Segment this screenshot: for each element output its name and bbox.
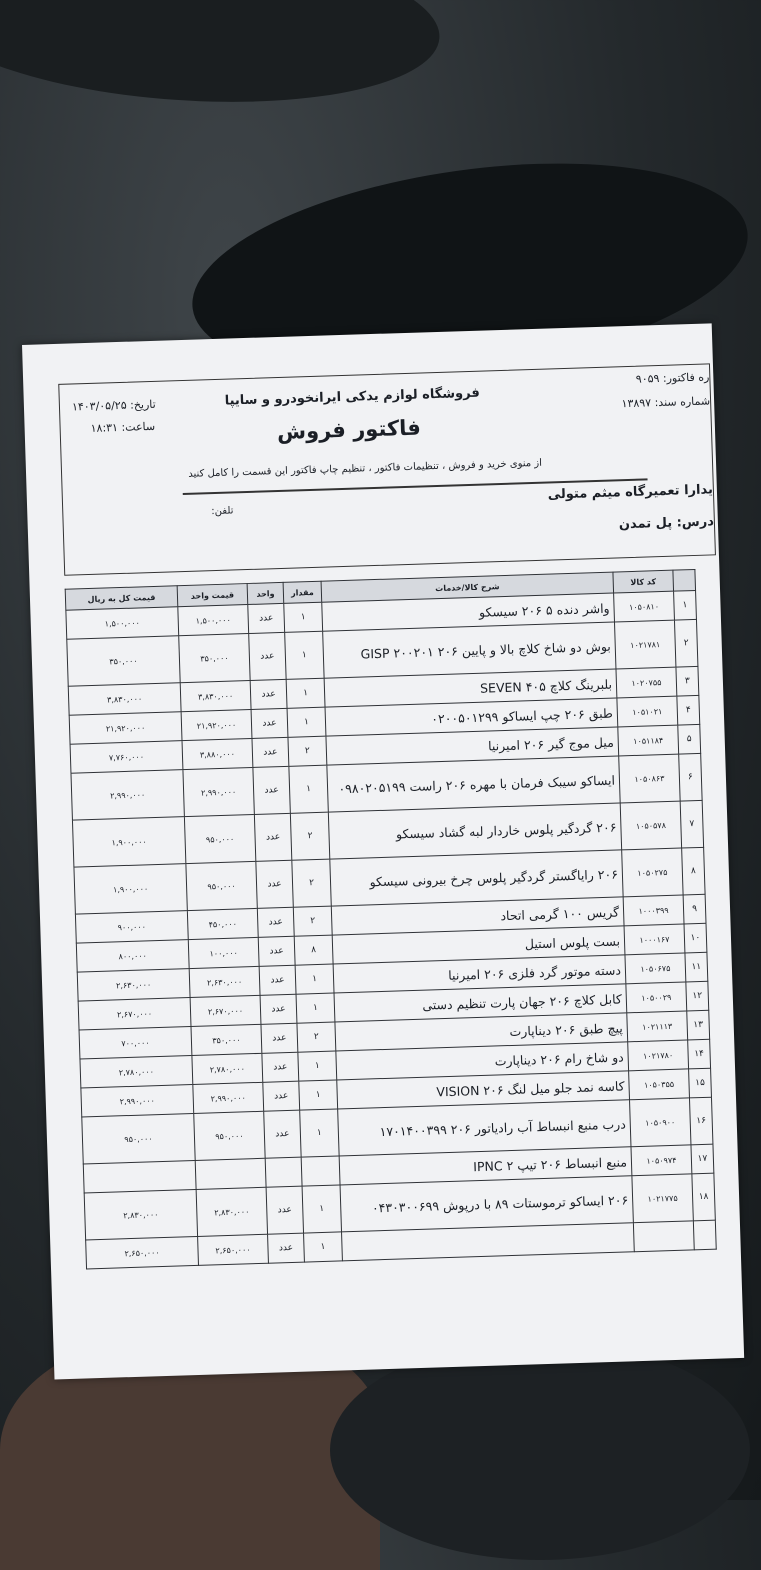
- column-header: مقدار: [283, 581, 322, 603]
- item-description: میل موج گیر ۲۰۶ امیرنیا: [326, 727, 619, 765]
- item-quantity: ۱: [300, 1109, 339, 1157]
- item-unit: عدد: [251, 708, 288, 738]
- item-description: ۲۰۶ رایاگستر گردگیر پلوس چرخ بیرونی سیسکو: [330, 850, 623, 906]
- column-header: [673, 569, 696, 591]
- invoice-paper: [22, 323, 744, 1379]
- row-number: ۱۷: [691, 1144, 714, 1174]
- item-code: ۱۰۲۱۷۷۵: [632, 1174, 693, 1223]
- column-header: قیمت کل به ریال: [65, 586, 178, 611]
- item-code: ۱۰۵۱۰۲۱: [617, 696, 678, 727]
- item-description: دو شاخ رام ۲۰۶ دیناپارت: [336, 1042, 629, 1080]
- row-number: ۳: [676, 666, 699, 696]
- item-unit: عدد: [250, 679, 287, 709]
- item-quantity: ۲: [292, 859, 331, 907]
- item-code: ۱۰۵۰۸۶۳: [619, 754, 680, 803]
- item-unit-price: ۴۵۰,۰۰۰: [187, 908, 258, 939]
- invoice-date: تاریخ: ۱۴۰۳/۰۵/۲۵: [71, 397, 156, 414]
- item-description: بست پلوس استیل: [332, 926, 625, 964]
- row-number: ۲: [674, 619, 697, 667]
- item-unit: عدد: [253, 766, 290, 814]
- row-number: ۹: [683, 894, 706, 924]
- item-quantity: ۱: [285, 631, 324, 679]
- item-unit-price: ۳۵۰,۰۰۰: [179, 634, 250, 683]
- item-unit-price: ۳۵۰,۰۰۰: [191, 1024, 262, 1055]
- item-total: ۷۰۰,۰۰۰: [79, 1027, 192, 1060]
- document-number: شماره سند: ۱۳۸۹۷: [621, 394, 711, 411]
- item-unit-price: ۲,۹۹۰,۰۰۰: [183, 767, 254, 816]
- item-total: ۱,۹۰۰,۰۰۰: [72, 817, 185, 867]
- item-code: ۱۰۵۰۵۷۸: [620, 801, 681, 850]
- row-number: ۱۰: [684, 923, 707, 953]
- item-unit-price: ۲۱,۹۲۰,۰۰۰: [181, 709, 252, 740]
- item-unit: عدد: [252, 737, 289, 767]
- item-quantity: ۱: [287, 707, 326, 737]
- background-shadow: [0, 0, 445, 118]
- column-header: کد کالا: [613, 570, 674, 593]
- item-unit-price: ۱۰۰,۰۰۰: [188, 937, 259, 968]
- row-number: ۱۲: [686, 981, 709, 1011]
- item-code: ۱۰۵۰۲۷۵: [622, 848, 683, 897]
- item-total: ۱,۵۰۰,۰۰۰: [66, 607, 179, 640]
- invoice-header: [58, 363, 716, 575]
- item-quantity: ۱: [284, 602, 323, 632]
- item-quantity: ۲: [290, 812, 329, 860]
- item-code: ۱۰۵۰۳۵۵: [629, 1069, 690, 1100]
- item-unit-price: ۹۵۰,۰۰۰: [194, 1111, 265, 1160]
- item-unit: عدد: [260, 994, 297, 1024]
- item-total: ۷,۷۶۰,۰۰۰: [70, 741, 183, 774]
- item-unit: عدد: [268, 1233, 305, 1263]
- item-total: ۲,۶۵۰,۰۰۰: [86, 1236, 199, 1269]
- row-number: ۸: [682, 847, 705, 895]
- row-number: ۱۸: [692, 1173, 715, 1221]
- item-total: ۲,۶۷۰,۰۰۰: [78, 998, 191, 1031]
- item-description: طبق ۲۰۶ چپ ایساکو ۰۲۰۰۵۰۱۲۹۹: [325, 698, 618, 736]
- item-total: ۲,۸۳۰,۰۰۰: [84, 1189, 197, 1239]
- row-number: ۱۶: [689, 1097, 712, 1145]
- item-total: ۲,۹۹۰,۰۰۰: [71, 770, 184, 820]
- item-quantity: ۸: [294, 935, 333, 965]
- phone-label: تلفن:: [211, 505, 234, 518]
- item-quantity: ۱: [304, 1232, 343, 1262]
- item-total: [83, 1160, 196, 1193]
- item-description: بوش دو شاخ کلاچ بالا و پایین ۲۰۶ ۲۰۰۲۰۱ GISP: [323, 622, 616, 678]
- item-code: [633, 1221, 694, 1252]
- item-code: ۱۰۵۱۱۸۴: [618, 725, 679, 756]
- item-description: بلبرینگ کلاچ SEVEN ۴۰۵: [324, 669, 617, 707]
- item-unit: عدد: [258, 936, 295, 966]
- item-unit-price: ۲,۹۹۰,۰۰۰: [193, 1082, 264, 1113]
- item-quantity: ۱: [295, 964, 334, 994]
- item-quantity: ۱: [296, 993, 335, 1023]
- item-code: ۱۰۲۱۱۱۳: [627, 1011, 688, 1042]
- item-quantity: [301, 1156, 340, 1186]
- item-quantity: ۱: [299, 1080, 338, 1110]
- item-description: پیچ طبق ۲۰۶ دیناپارت: [335, 1013, 628, 1051]
- item-total: ۸۰۰,۰۰۰: [76, 940, 189, 973]
- item-unit: عدد: [257, 907, 294, 937]
- row-number: ۱: [674, 590, 697, 620]
- row-number: ۷: [680, 800, 703, 848]
- item-unit-price: ۹۵۰,۰۰۰: [186, 861, 257, 910]
- item-quantity: ۲: [293, 906, 332, 936]
- item-unit-price: ۲,۶۷۰,۰۰۰: [190, 995, 261, 1026]
- row-number: ۱۵: [689, 1068, 712, 1098]
- settings-note: از منوی خرید و فروش ، تنظیمات فاکتور ، تنظیم چاپ فاکتور این قسمت را کامل کنید: [188, 457, 543, 480]
- invoice-title: فاکتور فروش: [276, 415, 422, 445]
- item-unit: [265, 1157, 302, 1187]
- background-floor: [330, 1340, 750, 1560]
- item-description: ایساکو سیبک فرمان با مهره ۲۰۶ راست ۰۹۸۰۲۰۵۱۹۹: [327, 756, 620, 812]
- item-description: درب منبع انبساط آب رادیاتور ۲۰۶ ۱۷۰۱۴۰۰۳۹۹: [338, 1100, 631, 1156]
- item-code: ۱۰۲۱۷۸۱: [614, 620, 675, 669]
- invoice-time: ساعت: ۱۸:۳۱: [90, 419, 156, 435]
- item-total: ۲۱,۹۲۰,۰۰۰: [69, 712, 182, 745]
- row-number: ۵: [678, 724, 701, 754]
- item-total: ۹۰۰,۰۰۰: [75, 911, 188, 944]
- row-number: ۱۳: [687, 1010, 710, 1040]
- item-unit: عدد: [259, 965, 296, 995]
- item-quantity: ۱: [286, 678, 325, 708]
- item-description: ۲۰۶ گردگیر پلوس خاردار لبه گشاد سیسکو: [328, 803, 621, 859]
- item-description: منبع انبساط ۲۰۶ تیپ ۲ IPNC: [339, 1147, 632, 1185]
- item-quantity: ۱: [289, 765, 328, 813]
- item-description: واشر دنده ۵ ۲۰۶ سیسکو: [322, 593, 615, 631]
- item-unit-price: ۹۵۰,۰۰۰: [184, 814, 255, 863]
- row-number: ۱۱: [685, 952, 708, 982]
- column-header: واحد: [247, 582, 284, 604]
- item-code: ۱۰۵۰۹۰۰: [630, 1098, 691, 1147]
- item-unit-price: ۱,۵۰۰,۰۰۰: [178, 605, 249, 636]
- invoice-number: ره فاکتور: ۹۰۵۹: [635, 370, 710, 386]
- items-table: [65, 569, 717, 1269]
- item-total: ۲,۹۹۰,۰۰۰: [81, 1084, 194, 1117]
- item-description: کاسه نمد جلو میل لنگ VISION ۲۰۶: [337, 1071, 630, 1109]
- item-quantity: ۱: [302, 1185, 341, 1233]
- item-description: دسته موتور گرد فلزی ۲۰۶ امیرنیا: [333, 955, 626, 993]
- item-quantity: ۲: [297, 1022, 336, 1052]
- item-unit-price: ۲,۷۸۰,۰۰۰: [192, 1053, 263, 1084]
- item-total: ۳۵۰,۰۰۰: [67, 636, 180, 686]
- item-description: ۲۰۶ ایساکو ترموستات ۸۹ با درپوش ۰۴۳۰۳۰۰۶۹۹: [340, 1176, 633, 1232]
- item-unit: عدد: [262, 1052, 299, 1082]
- item-unit: عدد: [266, 1186, 303, 1234]
- row-number: ۱۴: [688, 1039, 711, 1069]
- item-unit: عدد: [249, 632, 286, 680]
- item-code: ۱۰۵۰۸۱۰: [614, 591, 675, 622]
- row-number: [693, 1220, 716, 1250]
- item-code: ۱۰۵۰۰۲۹: [626, 982, 687, 1013]
- row-number: ۶: [679, 753, 702, 801]
- item-code: ۱۰۰۰۳۹۹: [623, 895, 684, 926]
- customer-address: درس: پل تمدن: [618, 514, 715, 533]
- item-unit-price: ۳,۸۸۰,۰۰۰: [182, 738, 253, 769]
- item-total: ۲,۶۳۰,۰۰۰: [77, 969, 190, 1002]
- item-unit: عدد: [254, 813, 291, 861]
- item-code: ۱۰۲۰۷۵۵: [616, 667, 677, 698]
- item-total: ۹۵۰,۰۰۰: [82, 1113, 195, 1163]
- item-unit-price: ۲,۸۳۰,۰۰۰: [196, 1187, 267, 1236]
- customer-name: یدارا تعمیرگاه میثم متولی: [547, 482, 714, 503]
- item-total: ۳,۸۳۰,۰۰۰: [68, 683, 181, 716]
- item-total: ۲,۷۸۰,۰۰۰: [80, 1056, 193, 1089]
- items-body: [66, 590, 716, 1268]
- column-header: شرح کالا/خدمات: [321, 572, 614, 602]
- row-number: ۴: [677, 695, 700, 725]
- item-description: کابل کلاچ ۲۰۶ جهان پارت تنظیم دستی: [334, 984, 627, 1022]
- item-unit-price: ۲,۶۵۰,۰۰۰: [198, 1234, 269, 1265]
- column-header: قیمت واحد: [177, 584, 248, 607]
- item-code: ۱۰۲۱۷۸۰: [628, 1040, 689, 1071]
- item-code: ۱۰۰۰۱۶۷: [624, 924, 685, 955]
- item-quantity: ۲: [288, 736, 327, 766]
- item-code: ۱۰۵۰۶۷۵: [625, 953, 686, 984]
- item-unit: عدد: [263, 1081, 300, 1111]
- item-unit: عدد: [248, 603, 285, 633]
- item-unit: عدد: [261, 1023, 298, 1053]
- item-unit-price: ۲,۶۳۰,۰۰۰: [189, 966, 260, 997]
- item-unit: عدد: [256, 860, 293, 908]
- item-total: ۱,۹۰۰,۰۰۰: [74, 864, 187, 914]
- item-unit-price: [195, 1158, 266, 1189]
- item-unit-price: ۳,۸۳۰,۰۰۰: [180, 680, 251, 711]
- item-description: گریس ۱۰۰ گرمی اتحاد: [331, 897, 624, 935]
- item-quantity: ۱: [298, 1051, 337, 1081]
- item-code: ۱۰۵۰۹۷۴: [631, 1145, 692, 1176]
- shop-name: فروشگاه لوازم یدکی ایرانخودرو و سایپا: [224, 385, 480, 409]
- item-unit: عدد: [264, 1110, 301, 1158]
